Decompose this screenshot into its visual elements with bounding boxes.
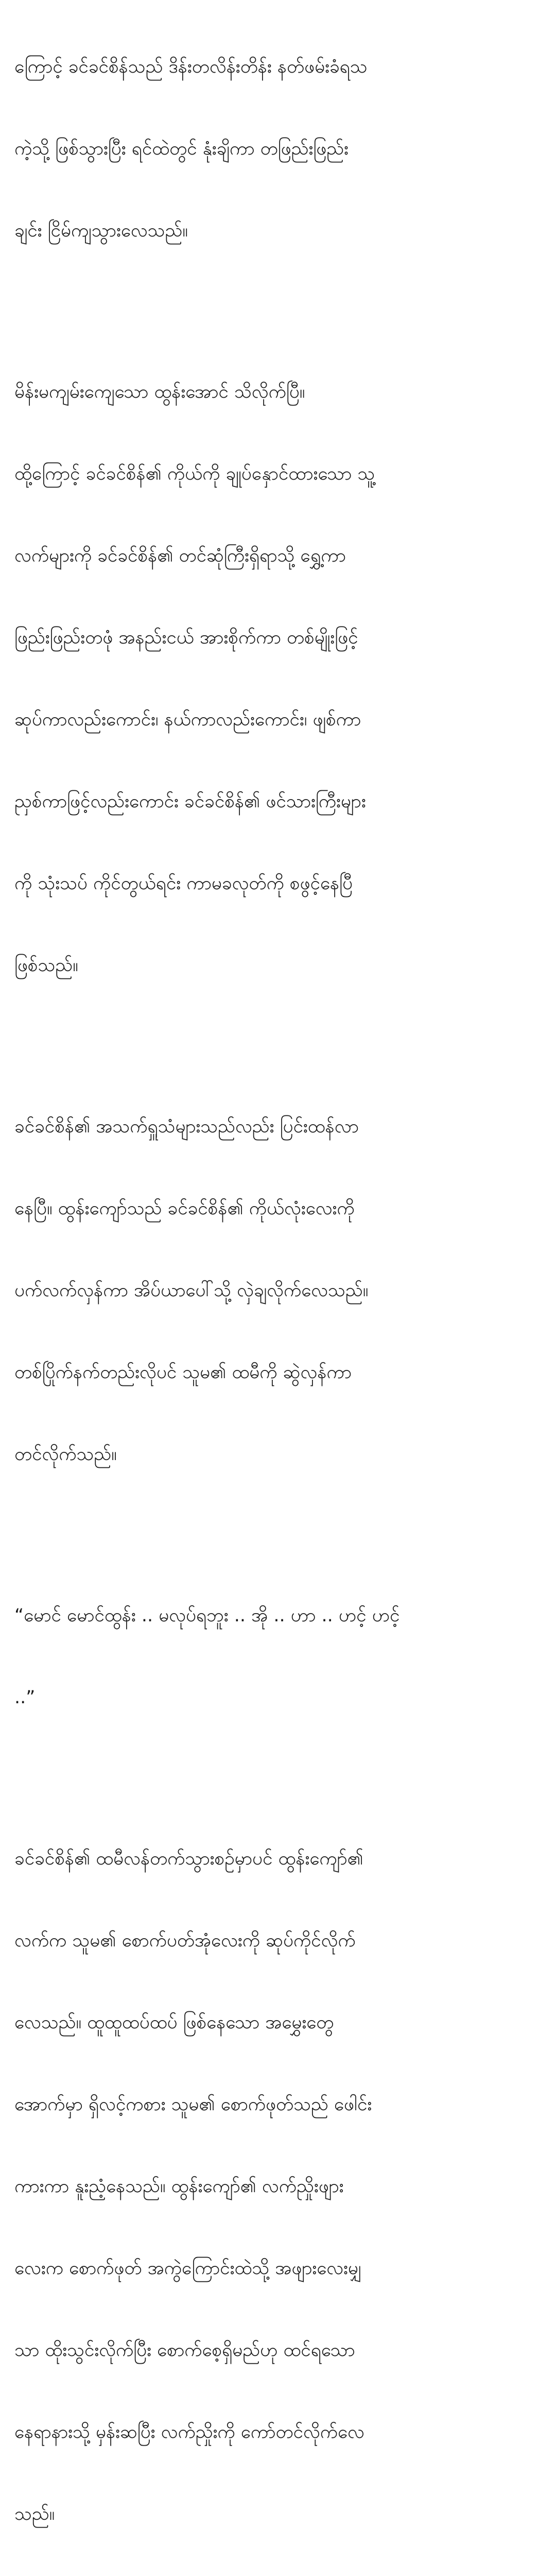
paragraph-4 xyxy=(14,1548,534,1766)
text-line: လေးက စောက်ဖုတ် အကွဲကြောင်းထဲသို့ အဖျားလေးမျှ xyxy=(14,2258,362,2279)
paragraph-3 xyxy=(14,1059,534,1523)
paragraph-2 xyxy=(14,324,534,1034)
text-line: ကြောင့် ခင်ခင်စိန်သည် ဒိန်းတလိန်းတိန်း နတ်ဖမ်းခံရသ xyxy=(14,57,368,77)
paragraph-5 xyxy=(14,1791,534,2576)
text-line: နေပြီ။ ထွန်းကျော်သည် ခင်ခင်စိန်၏ ကိုယ်လုံးလေးကို xyxy=(14,1198,355,1219)
text-line: ဆုပ်ကာလည်းကောင်း၊ နယ်ကာလည်းကောင်း၊ ဖျစ်ကာ xyxy=(14,709,361,730)
text-line: ခင်ခင်စိန်၏ ထမီလန်တက်သွားစဉ်မှာပင် ထွန်းကျော်၏ xyxy=(14,1849,363,1869)
text-line: ချင်း ငြိမ်ကျသွားလေသည်။ xyxy=(14,221,188,241)
text-line: ပက်လက်လှန်ကာ အိပ်ယာပေါ်သို့ လှဲချလိုက်လေသည်။ xyxy=(14,1280,369,1301)
text-line: လေသည်။ ထူထူထပ်ထပ် ဖြစ်နေသော အမွှေးတွေ xyxy=(14,2012,334,2033)
text-line: ဖြစ်သည်။ xyxy=(14,955,78,976)
text-line: တင်လိုက်သည်။ xyxy=(14,1444,117,1465)
text-line: ညှစ်ကာဖြင့်လည်းကောင်း ခင်ခင်စိန်၏ ဖင်သားကြီးများ xyxy=(14,791,366,812)
text-line: သာ ထိုးသွင်းလိုက်ပြီး စောက်စေ့ရှိမည်ဟု ထင်ရသော xyxy=(14,2340,355,2361)
text-line: သည်။ xyxy=(14,2504,55,2524)
text-line: လက်များကို ခင်ခင်စိန်၏ တင်ဆုံကြီးရှိရာသို့ ရွှေ့ကာ xyxy=(14,546,346,566)
text-line: ခင်ခင်စိန်၏ အသက်ရှူသံများသည်လည်း ပြင်းထန်လာ xyxy=(14,1116,359,1137)
text-line: အောက်မှာ ရှိလင့်ကစား သူမ၏ စောက်ဖုတ်သည် ဖေါင်း xyxy=(14,2094,372,2115)
text-line: ထို့ကြောင့် ခင်ခင်စိန်၏ ကိုယ်ကို ချုပ်နှောင်ထားသော သူ့ xyxy=(14,464,375,484)
text-line: တစ်ပြိုက်နက်တည်းလိုပင် သူမ၏ ထမီကို ဆွဲလှန်ကာ xyxy=(14,1362,352,1383)
text-line: ကို သုံးသပ် ကိုင်တွယ်ရင်း ကာမခလုတ်ကို စဖွင့်နေပြီ xyxy=(14,873,353,894)
text-line: မိန်းမကျမ်းကျေသော ထွန်းအောင် သိလိုက်ပြီ။ xyxy=(14,382,305,402)
text-line: လက်က သူမ၏ စောက်ပတ်အုံလေးကို ဆုပ်ကိုင်လိုက် xyxy=(14,1930,356,1951)
paragraph-1 xyxy=(14,0,534,299)
text-line: “မောင် မောင်ထွန်း .. မလုပ်ရဘူး .. အို .. ဟာ .. ဟင့် ဟင့် xyxy=(14,1605,400,1626)
text-line: ကဲ့သို့ ဖြစ်သွားပြီး ရင်ထဲတွင် နုံးချိကာ တဖြည်းဖြည်း xyxy=(14,139,349,159)
text-line: ကားကာ နူးညံ့နေသည်။ ထွန်းကျော်၏ လက်ညှိုးဖျား xyxy=(14,2176,344,2197)
text-line: နေရာနားသို့ မှန်းဆပြီး လက်ညှိုးကို ကော်တင်လိုက်လေ xyxy=(14,2422,364,2443)
text-line: ..” xyxy=(14,1687,36,1708)
article-body xyxy=(14,0,534,2576)
text-line: ဖြည်းဖြည်းတဖုံ အနည်းငယ် အားစိုက်ကာ တစ်မျိုးဖြင့် xyxy=(14,628,358,648)
